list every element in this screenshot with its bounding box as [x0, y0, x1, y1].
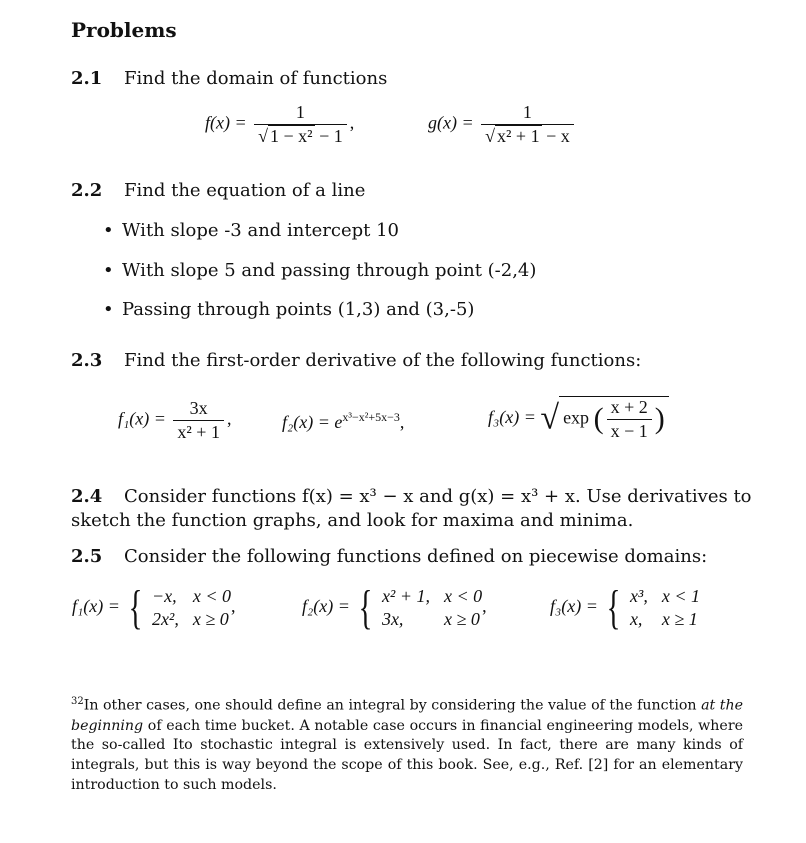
- f2-exponent: x³−x²+5x−3: [342, 410, 400, 424]
- equation-piecewise-f2: f₂(x) = { x² + 1, x < 0 3x, x ≥ 0 ,: [302, 581, 487, 634]
- g-den-tail: − x: [546, 125, 570, 146]
- g-numerator: 1: [522, 102, 532, 122]
- f3-fraction: [607, 397, 652, 441]
- f1-lhs: f₁(x) =: [118, 408, 166, 429]
- problem-number: 2.4: [71, 486, 103, 507]
- f1-numerator: 3x: [189, 398, 208, 418]
- problem-number: 2.3: [71, 350, 103, 371]
- equation-f3: [488, 396, 669, 441]
- f-denominator: √ 1 − x² − 1: [254, 124, 347, 147]
- f-numerator: 1: [295, 102, 305, 122]
- equation-f: f(x) = $\frac{1}{\text{√ 1 − x² − 1}}$ ,: [205, 102, 355, 146]
- brace-icon: {: [359, 581, 373, 634]
- problem-text: Find the domain of functions: [124, 68, 388, 89]
- pf1-cases: [152, 586, 231, 630]
- pf3-cases: [630, 586, 700, 630]
- bullet-icon: •: [103, 260, 114, 281]
- list-item: With slope 5 and passing through point (-2,4): [122, 260, 537, 281]
- f1-denominator: x² + 1: [173, 420, 224, 443]
- pf3-lhs: f₃(x) =: [550, 596, 598, 617]
- problem-text: sketch the function graphs, and look for maxima and minima.: [71, 510, 634, 531]
- f2-lhs: f₂(x) = e: [282, 412, 343, 432]
- paren-icon: (: [593, 402, 604, 436]
- list-item: Passing through points (1,3) and (3,-5): [122, 299, 475, 320]
- f-den-tail: − 1: [319, 125, 343, 146]
- equation-f1: f₁(x) = $\frac{3x}{\text{x² + 1}}$ ,: [118, 398, 232, 442]
- f3-lhs: f₃(x) =: [488, 406, 536, 427]
- problem-text: Find the equation of a line: [124, 180, 366, 201]
- g-root: x² + 1: [497, 125, 540, 146]
- brace-icon: {: [129, 581, 143, 634]
- footnote-mark: 32: [71, 696, 84, 707]
- case-condition: x ≥ 1: [661, 609, 698, 629]
- f-lhs: f(x) =: [205, 112, 247, 133]
- problem-number: 2.1: [71, 68, 103, 89]
- bullet-icon: •: [103, 220, 114, 241]
- pf2-lhs: f₂(x) =: [302, 596, 350, 617]
- footnote: [71, 692, 743, 796]
- case-value: x² + 1,: [381, 586, 430, 606]
- case-value: 3x,: [381, 609, 404, 629]
- case-condition: x < 0: [443, 586, 483, 606]
- case-condition: x ≥ 0: [192, 609, 229, 629]
- f3-root: [559, 396, 669, 441]
- equation-piecewise-f3: [550, 581, 700, 634]
- case-condition: x < 0: [192, 586, 231, 606]
- equation-piecewise-f1: f₁(x) = { −x, x < 0 2x², x ≥ 0 ,: [72, 581, 236, 634]
- footnote-text-before: In other cases, one should define an integral by considering the value of the function: [83, 697, 702, 714]
- pf2-cases: [382, 586, 482, 630]
- case-condition: x < 1: [661, 586, 700, 606]
- problem-text: Find the first-order derivative of the following functions:: [124, 350, 642, 371]
- footnote-emphasis: at the beginning: [71, 697, 744, 734]
- f3-denominator: x − 1: [607, 419, 652, 442]
- brace-icon: {: [607, 581, 621, 634]
- footnote-text-after: of each time bucket. A notable case occurs in financial engineering models, where the so-called Ito stochastic integral is extensively used. In fact, there are many kinds of integrals, but this is way beyond the scope of this book. See, e.g., Ref. [2] for an elementary introduction to such models.: [71, 717, 743, 793]
- f-fraction: [254, 102, 347, 146]
- case-value: −x,: [151, 586, 177, 606]
- case-value: x,: [629, 609, 643, 629]
- f1-fraction: [173, 398, 224, 442]
- case-value: x³,: [629, 586, 648, 606]
- g-denominator: √ x² + 1 − x: [481, 124, 574, 147]
- g-fraction: [481, 102, 574, 146]
- problem-text: Consider the following functions defined on piecewise domains:: [124, 546, 708, 567]
- list-item: With slope -3 and intercept 10: [122, 220, 399, 241]
- pf1-lhs: f₁(x) =: [72, 596, 120, 617]
- problem-text: Consider functions f(x) = x³ − x and g(x) = x³ + x. Use derivatives to: [124, 486, 752, 507]
- problem-number: 2.2: [71, 180, 103, 201]
- bullet-icon: •: [103, 299, 114, 320]
- f-root: 1 − x²: [270, 125, 313, 146]
- sqrt-icon: √: [540, 399, 560, 437]
- paren-icon: ): [654, 402, 665, 436]
- g-lhs: g(x) =: [428, 112, 474, 133]
- case-value: 2x²,: [151, 609, 179, 629]
- f3-numerator: x + 2: [610, 397, 648, 417]
- equation-f2: $f_2(x) = e^{x^3-x^2+5x-3}$,: [282, 410, 405, 432]
- equation-g: [428, 102, 577, 146]
- page-title: Problems: [71, 18, 177, 42]
- f3-exp: exp: [563, 407, 590, 428]
- problem-number: 2.5: [71, 546, 103, 567]
- case-condition: x ≥ 0: [443, 609, 480, 629]
